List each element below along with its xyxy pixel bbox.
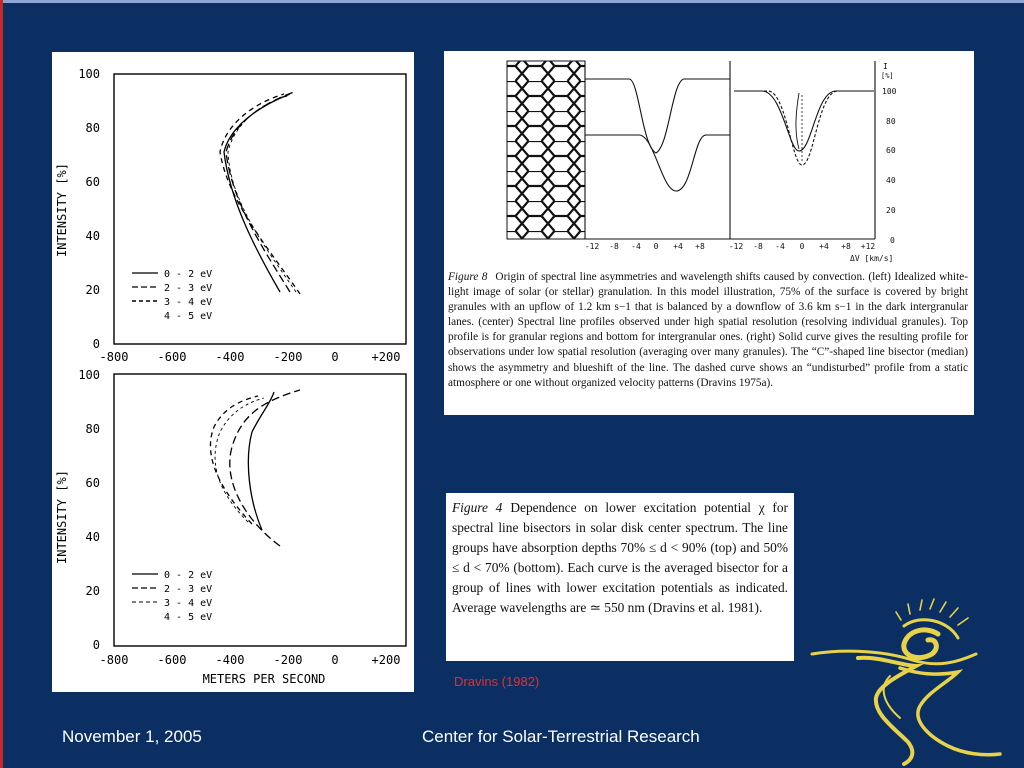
right-ytick: 60 xyxy=(886,146,896,155)
left-border-line xyxy=(0,0,3,768)
right-xtick: +8 xyxy=(841,242,851,251)
legend-entry: 2 - 3 eV xyxy=(164,584,213,595)
figure8-caption xyxy=(448,270,968,391)
top-plot-frame xyxy=(114,74,406,344)
legend-entry: 3 - 4 eV xyxy=(164,598,213,609)
legend-entry: 0 - 2 eV xyxy=(164,570,213,581)
legend-entry: 3 - 4 eV xyxy=(164,297,213,308)
right-ytick: 0 xyxy=(890,236,895,245)
figure4-caption xyxy=(452,498,788,618)
right-yticks xyxy=(882,87,897,245)
top-bisector-plot xyxy=(55,67,406,364)
legend-entry: 4 - 5 eV xyxy=(164,311,213,322)
bottom-xtick: -400 xyxy=(215,653,245,667)
granulation-image xyxy=(507,61,585,239)
right-xtick: -8 xyxy=(753,242,763,251)
velocity-axis-label: ΔV [km/s] xyxy=(850,254,894,263)
top-curve-4-5 xyxy=(228,96,296,292)
bottom-curve-4-5 xyxy=(215,398,264,522)
granulation-diagram-svg xyxy=(444,51,974,266)
bottom-curve-3-4 xyxy=(210,396,258,524)
granulation-figure xyxy=(444,51,974,415)
bottom-xtick: +200 xyxy=(371,653,401,667)
center-xtick: 0 xyxy=(653,242,659,251)
right-xticks xyxy=(729,242,876,251)
legend-entry: 2 - 3 eV xyxy=(164,283,213,294)
cstr-logo-icon xyxy=(808,596,1008,766)
c-bisector xyxy=(796,93,799,149)
bottom-ytick: 100 xyxy=(78,368,100,382)
right-ytick: 80 xyxy=(886,117,896,126)
top-ytick: 80 xyxy=(85,121,100,135)
bottom-ytick: 40 xyxy=(85,530,100,544)
bottom-ytick: 60 xyxy=(85,476,100,490)
intensity-axis-unit: [%] xyxy=(881,72,894,80)
bottom-curve-2-3 xyxy=(230,390,300,546)
figure8-label: Figure 8 xyxy=(448,271,488,283)
top-ytick: 100 xyxy=(78,67,100,81)
bottom-ytick: 80 xyxy=(85,422,100,436)
top-ylabel: INTENSITY [%] xyxy=(55,163,69,257)
footer-date: November 1, 2005 xyxy=(62,727,202,746)
center-profiles xyxy=(585,61,730,239)
center-xtick: +8 xyxy=(695,242,705,251)
figure8-text: Origin of spectral line asymmetries and wavelength shifts caused by convection. (left) Idealized white-light image of solar (or stellar) granulation. In this model illustration, 75% of the surface is covered by bright granules with an upflow of 1.2 km s−1 that is balanced by a downflow of 3.6 km s−1 in the dark intergranular lanes. (center) Spectral line profiles observed under high spatial resolution (resolving individual granules). Top profile is for granular regions and bottom for intergranular ones. (right) Solid curve gives the resulting profile for observations under low spatial resolution (averaging over many granules). The “C”-shaped line bisector (median) shows the asymmetry and blueshift of the line. The dashed curve shows an “undisturbed” profile from a static atmosphere or one without organized velocity patterns (Dravins 1975a). xyxy=(448,271,968,389)
top-xtick: -800 xyxy=(99,350,129,364)
averaged-profile xyxy=(734,91,874,151)
right-xtick: -4 xyxy=(775,242,785,251)
bottom-xtick: -800 xyxy=(99,653,129,667)
bottom-xtick: -200 xyxy=(273,653,303,667)
bottom-xtick: -600 xyxy=(157,653,187,667)
intensity-axis-label: I xyxy=(883,62,888,71)
bisector-figure xyxy=(52,52,414,692)
bisector-plots-svg xyxy=(52,52,414,692)
right-xtick: -12 xyxy=(728,242,744,251)
right-xtick: +12 xyxy=(860,242,876,251)
top-legend xyxy=(132,269,212,322)
center-xticks xyxy=(585,242,705,251)
granular-profile xyxy=(585,79,730,153)
bottom-plot-frame xyxy=(114,374,406,646)
top-xtick: -200 xyxy=(273,350,303,364)
top-curve-3-4 xyxy=(220,94,300,294)
bottom-legend xyxy=(132,570,212,623)
legend-entry: 4 - 5 eV xyxy=(164,612,213,623)
top-xtick: -400 xyxy=(215,350,245,364)
bottom-xtick: 0 xyxy=(331,653,339,667)
bottom-xlabel: METERS PER SECOND xyxy=(202,672,326,686)
undisturbed-profile xyxy=(734,91,874,165)
bottom-bisector-plot xyxy=(55,368,406,686)
top-xtick: 0 xyxy=(331,350,339,364)
intergranular-profile xyxy=(585,135,730,191)
right-xtick: +4 xyxy=(819,242,829,251)
right-profiles xyxy=(730,61,875,239)
top-ytick: 60 xyxy=(85,175,100,189)
right-xtick: 0 xyxy=(799,242,805,251)
top-ytick: 40 xyxy=(85,229,100,243)
source-credit: Dravins (1982) xyxy=(454,674,540,689)
top-xtick: -600 xyxy=(157,350,187,364)
bottom-ytick: 0 xyxy=(92,638,100,652)
right-ytick: 20 xyxy=(886,206,896,215)
right-ytick: 100 xyxy=(882,87,897,96)
top-ytick: 20 xyxy=(85,283,100,297)
bottom-ytick: 20 xyxy=(85,584,100,598)
center-xtick: +4 xyxy=(673,242,683,251)
center-xtick: -8 xyxy=(609,242,619,251)
figure4-caption-box xyxy=(446,493,794,661)
footer-organization: Center for Solar-Terrestrial Research xyxy=(422,727,700,746)
legend-entry: 0 - 2 eV xyxy=(164,269,213,280)
top-ytick: 0 xyxy=(92,337,100,351)
figure4-label: Figure 4 xyxy=(452,500,503,515)
top-xtick: +200 xyxy=(371,350,401,364)
right-ytick: 40 xyxy=(886,176,896,185)
figure4-text: Dependence on lower excitation potential χ for spectral line bisectors in solar disk center spectrum. The line groups have absorption depths 70% ≤ d < 90% (top) and 50% ≤ d < 70% (bottom). Each curve is the averaged bisector for a group of lines with lower excitation potentials as indicated. Average wavelengths are ≃ 550 nm (Dravins et al. 1981). xyxy=(452,500,788,615)
center-xtick: -4 xyxy=(631,242,641,251)
top-border-line xyxy=(0,0,1024,3)
bottom-ylabel: INTENSITY [%] xyxy=(55,470,69,564)
center-xtick: -12 xyxy=(584,242,600,251)
